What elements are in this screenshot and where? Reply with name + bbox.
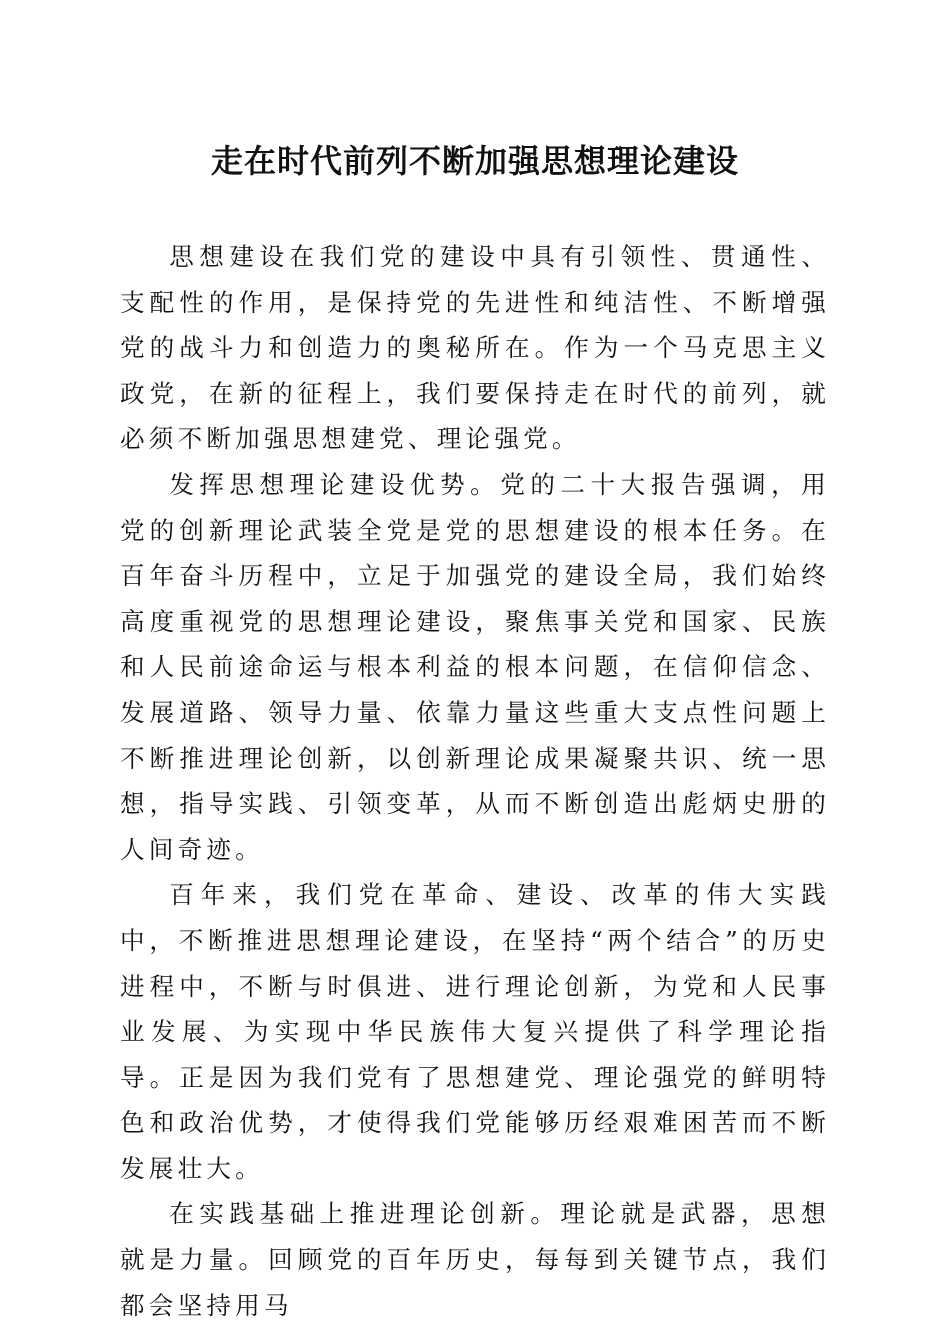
- paragraph-3: 百年来，我们党在革命、建设、改革的伟大实践中，不断推进思想理论建设，在坚持“两个结合”的历史进程中，不断与时俱进、进行理论创新，为党和人民事业发展、为实现中华民族伟大复兴提供了科学理论指导。正是因为我们党有了思想建党、理论强党的鲜明特色和政治优势，才使得我们党能够历经艰难困苦而不断发展壮大。: [120, 880, 830, 1183]
- document-body: [120, 234, 830, 1328]
- paragraph-2: 发挥思想理论建设优势。党的二十大报告强调，用党的创新理论武装全党是党的思想建设的根本任务。在百年奋斗历程中，立足于加强党的建设全局，我们始终高度重视党的思想理论建设，聚焦事关党和国家、民族和人民前途命运与根本利益的根本问题，在信仰信念、发展道路、领导力量、依靠力量这些重大支点性问题上不断推进理论创新，以创新理论成果凝聚共识、统一思想，指导实践、引领变革，从而不断创造出彪炳史册的人间奇迹。: [120, 469, 830, 864]
- paragraph-4: 在实践基础上推进理论创新。理论就是武器，思想就是力量。回顾党的百年历史，每每到关键节点，我们都会坚持用马: [120, 1199, 830, 1320]
- document-title: 走在时代前列不断加强思想理论建设: [210, 142, 739, 180]
- paragraph-1: 思想建设在我们党的建设中具有引领性、贯通性、支配性的作用，是保持党的先进性和纯洁性、不断增强党的战斗力和创造力的奥秘所在。作为一个马克思主义政党，在新的征程上，我们要保持走在时代的前列，就必须不断加强思想建党、理论强党。: [120, 242, 830, 454]
